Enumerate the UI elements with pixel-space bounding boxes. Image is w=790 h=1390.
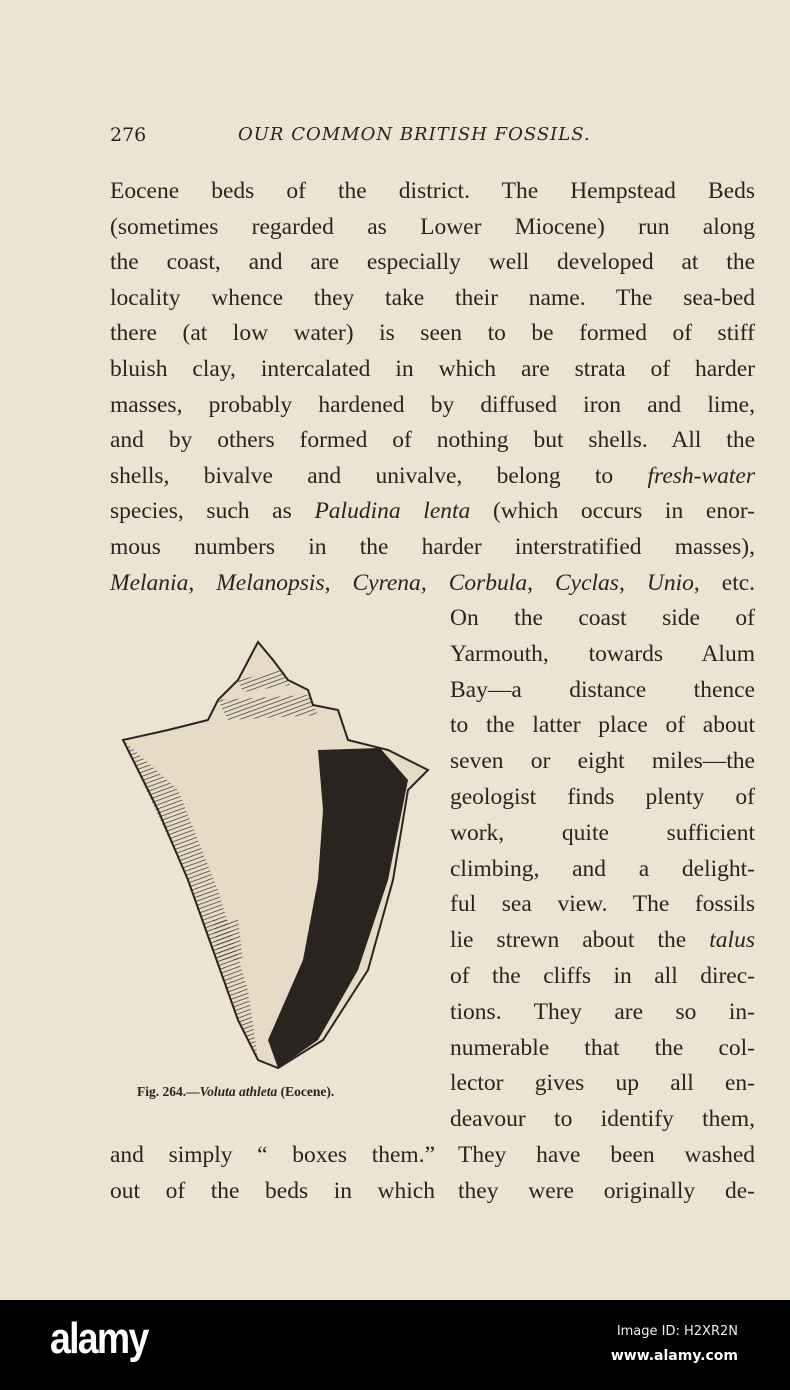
running-header — [110, 124, 755, 154]
text-line — [450, 1068, 755, 1098]
text-line-right: they were originally de- — [458, 1177, 755, 1204]
text-line — [110, 390, 755, 420]
figure-label: Fig. 264.— — [137, 1084, 200, 1099]
text-segment: deavour to identify them, — [450, 1106, 755, 1133]
site-url: www.alamy.com — [610, 1348, 738, 1364]
text-line — [110, 176, 755, 206]
italic-text: fresh-water — [647, 462, 755, 489]
text-segment: On the coast side of — [450, 605, 755, 631]
text-segment: geologist finds plenty of — [450, 784, 755, 810]
italic-text: Corbula — [448, 569, 528, 596]
text-line — [110, 568, 755, 598]
alamy-logo: alamy — [50, 1314, 148, 1363]
text-segment: , — [618, 569, 647, 596]
text-segment: to the latter place of about — [450, 712, 755, 739]
text-line — [450, 854, 755, 884]
text-line — [450, 925, 755, 955]
text-line-right: They have been washed — [458, 1142, 755, 1168]
text-segment: mous numbers in the harder interstratified masses), — [110, 534, 755, 560]
text-segment: of the cliffs in all direc- — [450, 963, 755, 989]
text-line — [110, 496, 755, 526]
text-segment: ful sea view. The fossils — [450, 891, 755, 918]
text-line-left: out of the beds in which — [110, 1177, 435, 1204]
text-segment: (sometimes regarded as Lower Miocene) run along — [110, 213, 755, 240]
text-line — [450, 639, 755, 669]
text-line — [110, 425, 755, 455]
text-line — [450, 782, 755, 812]
text-line — [450, 603, 755, 633]
text-line — [110, 318, 755, 348]
text-segment: lector gives up all en- — [450, 1070, 755, 1097]
italic-text: Unio — [646, 569, 694, 596]
figure-species-name: Voluta athleta — [199, 1084, 278, 1099]
text-line — [450, 889, 755, 919]
text-line — [450, 997, 755, 1027]
figure-caption — [137, 1084, 334, 1100]
watermark-banner — [0, 1300, 790, 1390]
text-segment: locality whence they take their name. The sea-bed — [110, 284, 755, 311]
text-segment: , etc. — [693, 569, 756, 596]
text-line — [110, 461, 755, 491]
text-line — [110, 212, 755, 242]
text-segment: climbing, and a delight- — [450, 855, 755, 882]
text-line — [110, 354, 755, 384]
image-id: Image ID: H2XR2N — [616, 1324, 738, 1339]
text-segment: and by others formed of nothing but shells. All the — [110, 427, 755, 454]
italic-text: talus — [709, 927, 755, 954]
text-segment: masses, probably hardened by diffused iron and lime, — [110, 391, 755, 418]
page-number: 276 — [110, 124, 147, 146]
running-title: OUR COMMON BRITISH FOSSILS. — [238, 124, 591, 145]
text-segment: shells, bivalve and univalve, belong to — [110, 462, 648, 489]
text-segment: the coast, and are especially well developed at the — [110, 249, 755, 276]
text-line — [110, 283, 755, 313]
text-segment: numerable that the col- — [450, 1034, 755, 1061]
text-segment: there (at low water) is seen to be formed of stiff — [110, 320, 755, 347]
text-line — [450, 746, 755, 776]
text-line — [450, 675, 755, 705]
text-segment: bluish clay, intercalated in which are strata of harder — [110, 356, 755, 382]
text-line — [110, 532, 755, 562]
text-line — [450, 818, 755, 848]
text-line — [450, 1104, 755, 1134]
text-line-left: and simply “ boxes them.” — [110, 1142, 435, 1168]
text-segment: Yarmouth, towards Alum — [450, 640, 755, 667]
text-line — [110, 247, 755, 277]
text-segment: , — [527, 569, 555, 596]
italic-text: Melania — [110, 569, 189, 596]
text-segment: tions. They are so in- — [450, 998, 755, 1025]
text-segment: , — [420, 569, 449, 596]
italic-text: Melanopsis — [216, 569, 325, 596]
text-line — [450, 710, 755, 740]
text-segment: (which occurs in enor- — [470, 498, 756, 525]
text-segment: , — [324, 569, 353, 596]
text-segment: Bay—a distance thence — [450, 676, 755, 703]
text-segment: seven or eight miles—the — [450, 748, 755, 775]
italic-text: Cyclas — [554, 569, 619, 596]
text-segment: , — [188, 569, 217, 596]
text-line — [450, 961, 755, 991]
text-segment: Eocene beds of the district. The Hempstead Beds — [110, 178, 755, 204]
italic-text: Cyrena — [352, 569, 421, 596]
text-line — [450, 1033, 755, 1063]
text-segment: species, such as — [110, 498, 315, 525]
shell-illustration — [118, 640, 438, 1070]
text-segment: work, quite sufficient — [450, 819, 755, 846]
text-segment: lie strewn about the — [450, 927, 710, 954]
italic-text: Paludina lenta — [314, 498, 471, 525]
figure-period: (Eocene). — [277, 1084, 335, 1099]
